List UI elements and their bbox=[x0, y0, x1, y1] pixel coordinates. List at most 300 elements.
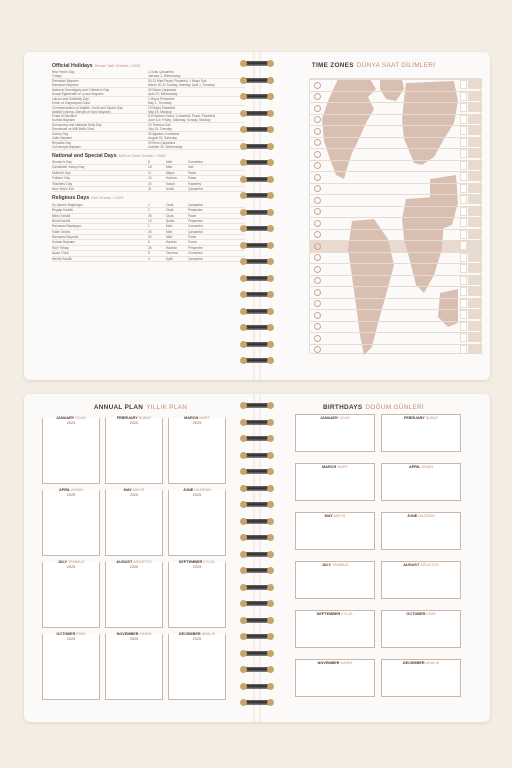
time-zone-cell bbox=[475, 138, 482, 147]
spiral-ring bbox=[240, 110, 274, 117]
holiday-row bbox=[52, 123, 245, 132]
national-days-heading-sub: Milli ve Özel Günler / 2025 bbox=[118, 152, 166, 158]
spiral-binding-top bbox=[240, 60, 274, 374]
birthday-label-october bbox=[381, 612, 461, 616]
ring-cap bbox=[240, 60, 247, 67]
time-zone-marker bbox=[314, 82, 321, 89]
time-zone-cell bbox=[460, 115, 467, 124]
month-year: 2025 bbox=[192, 564, 202, 569]
religious-day-month: Ocak bbox=[166, 208, 174, 213]
time-zone-marker bbox=[314, 277, 321, 284]
holiday-name bbox=[52, 97, 148, 105]
time-zone-line bbox=[310, 114, 482, 115]
birthday-label-july bbox=[295, 563, 375, 567]
religious-day-month: Haziran bbox=[166, 240, 177, 245]
time-zone-cell bbox=[460, 138, 467, 147]
ring-cap bbox=[240, 143, 247, 150]
national-day-name: Çanakkale Victory Day bbox=[52, 165, 85, 170]
time-zone-cell bbox=[475, 195, 482, 204]
time-zone-line bbox=[310, 263, 482, 264]
holiday-name-en: Victory Day bbox=[52, 131, 69, 136]
ring-cap bbox=[240, 324, 247, 331]
holiday-date bbox=[148, 123, 245, 131]
time-zone-marker bbox=[314, 266, 321, 273]
national-day-day: 31 bbox=[148, 186, 152, 191]
month-box-january bbox=[42, 418, 100, 484]
time-zone-cell bbox=[460, 126, 467, 135]
spiral-ring bbox=[240, 617, 274, 624]
ring-cap bbox=[267, 683, 274, 690]
spiral-ring bbox=[240, 419, 274, 426]
birthday-month-name: MARCH bbox=[322, 465, 337, 469]
time-zone-cell bbox=[475, 287, 482, 296]
ring-cap bbox=[240, 551, 247, 558]
religious-day-weekday: Çarşamba bbox=[188, 229, 203, 234]
ring-cap bbox=[267, 584, 274, 591]
month-label-june bbox=[168, 488, 226, 497]
ring-cap bbox=[240, 176, 247, 183]
spiral-ring bbox=[240, 192, 274, 199]
spiral-ring bbox=[240, 551, 274, 558]
ring-cap bbox=[267, 93, 274, 100]
religious-day-name: Hicri Yılbaşı bbox=[52, 245, 69, 250]
religious-day-day: 26 bbox=[148, 213, 152, 218]
religious-day-weekday: Çarşamba bbox=[188, 202, 203, 207]
ring-cap bbox=[267, 633, 274, 640]
time-zone-line bbox=[310, 309, 482, 310]
time-zone-cell bbox=[468, 276, 475, 285]
holiday-name-en: New Year's Day bbox=[52, 70, 75, 75]
birthday-month-name: DECEMBER bbox=[402, 661, 425, 665]
ring-cap bbox=[267, 77, 274, 84]
ring-cap bbox=[240, 402, 247, 409]
ring-cap bbox=[240, 242, 247, 249]
birthday-month-name: NOVEMBER bbox=[317, 661, 340, 665]
month-year: 2025 bbox=[66, 420, 76, 425]
national-day-month: Mart bbox=[166, 165, 173, 170]
ring-cap bbox=[240, 518, 247, 525]
ring-cap bbox=[267, 452, 274, 459]
month-year: 2025 bbox=[192, 492, 202, 497]
national-day-weekday: Pazar bbox=[188, 170, 197, 175]
birthday-label-april bbox=[381, 465, 461, 469]
time-zone-cell bbox=[475, 161, 482, 170]
ring-cap bbox=[267, 534, 274, 541]
ring-cap bbox=[240, 357, 247, 364]
time-zone-cell bbox=[468, 126, 475, 135]
time-zone-line bbox=[310, 125, 482, 126]
ring-cap bbox=[240, 435, 247, 442]
month-name-tr: MAYIS bbox=[132, 488, 145, 492]
national-day-month: Haziran bbox=[166, 176, 177, 181]
national-day-day: 18 bbox=[148, 165, 152, 170]
ring-cap bbox=[267, 126, 274, 133]
religious-day-month: Ocak bbox=[166, 213, 174, 218]
ring-cap bbox=[267, 551, 274, 558]
ring-cap bbox=[267, 176, 274, 183]
national-day-weekday: Salı bbox=[188, 165, 194, 170]
time-zone-marker bbox=[314, 254, 321, 261]
month-label-march bbox=[168, 416, 226, 425]
time-zone-line bbox=[310, 286, 482, 287]
month-year: 2025 bbox=[129, 420, 139, 425]
month-label-february bbox=[105, 416, 163, 425]
time-zone-cell bbox=[475, 126, 482, 135]
religious-day-name: Miraç Kandili bbox=[52, 213, 71, 218]
holiday-name bbox=[52, 79, 148, 87]
time-zones-page bbox=[257, 52, 490, 380]
holidays-page bbox=[24, 52, 257, 380]
time-zone-marker bbox=[314, 220, 321, 227]
birthday-month-name-tr: OCAK bbox=[339, 416, 350, 420]
time-zone-cell bbox=[468, 92, 475, 101]
spiral-ring bbox=[240, 159, 274, 166]
religious-day-month: Eylül bbox=[166, 256, 173, 261]
time-zone-cell bbox=[475, 184, 482, 193]
month-name-tr: AĞUSTOS bbox=[133, 560, 152, 564]
religious-day-name: Ramazan Bayramı bbox=[52, 235, 79, 240]
time-zone-cell bbox=[475, 322, 482, 331]
time-zone-cell bbox=[468, 195, 475, 204]
religious-day-day: 13 bbox=[148, 218, 152, 223]
holiday-row bbox=[52, 70, 245, 79]
time-zone-cell bbox=[475, 115, 482, 124]
holiday-name bbox=[52, 132, 148, 140]
month-name: FEBRUARY bbox=[116, 416, 138, 420]
national-day-name: Mothers' Day bbox=[52, 170, 71, 175]
national-days-heading-text: National and Special Days bbox=[52, 152, 117, 159]
spiral-ring bbox=[240, 60, 274, 67]
time-zone-line bbox=[310, 194, 482, 195]
time-zone-cell bbox=[460, 299, 467, 308]
time-zone-line bbox=[310, 217, 482, 218]
time-zone-cell bbox=[475, 253, 482, 262]
birthday-label-january bbox=[295, 416, 375, 420]
ring-cap bbox=[240, 209, 247, 216]
spiral-ring bbox=[240, 258, 274, 265]
holiday-name-tr: Atatürk'ü Anma, Gençlik ve Spor Bayramı bbox=[52, 109, 111, 114]
birthday-month-name-tr: EKİM bbox=[426, 612, 436, 616]
time-zone-cell bbox=[468, 299, 475, 308]
holiday-date-en: July 15, Tuesday bbox=[148, 127, 172, 132]
month-label-may bbox=[105, 488, 163, 497]
holiday-date-en: May 1, Thursday bbox=[148, 100, 172, 105]
ring-cap bbox=[267, 402, 274, 409]
religious-day-name: Regaip Kandili bbox=[52, 208, 73, 213]
holiday-name-tr: Yılbaşı bbox=[52, 74, 62, 79]
time-zone-cell bbox=[468, 207, 475, 216]
holiday-date-tr: 23 Nisan Çarşamba bbox=[148, 87, 177, 92]
holiday-date-en: May 19, Monday bbox=[148, 109, 172, 114]
ring-cap bbox=[240, 110, 247, 117]
ring-cap bbox=[240, 534, 247, 541]
holiday-row bbox=[52, 106, 245, 115]
birthday-label-december bbox=[381, 661, 461, 665]
ring-cap bbox=[267, 275, 274, 282]
time-zone-line bbox=[310, 332, 482, 333]
time-zone-cell bbox=[468, 241, 475, 250]
holiday-date bbox=[148, 106, 245, 114]
religious-day-name: Berat Kandili bbox=[52, 218, 71, 223]
spiral-ring bbox=[240, 633, 274, 640]
time-zone-cell bbox=[460, 264, 467, 273]
ring-cap bbox=[240, 159, 247, 166]
month-name: APRIL bbox=[58, 488, 71, 492]
spiral-ring bbox=[240, 357, 274, 364]
official-holidays-heading-sub: Resmi Tatil Günleri / 2025 bbox=[94, 63, 141, 68]
birthday-label-june bbox=[381, 514, 461, 518]
spiral-ring bbox=[240, 176, 274, 183]
month-box-november bbox=[105, 634, 163, 700]
holiday-row bbox=[52, 141, 245, 150]
holiday-name bbox=[52, 88, 148, 96]
holiday-name bbox=[52, 141, 148, 149]
birthday-label-march bbox=[295, 465, 375, 469]
month-name-tr: EYLÜL bbox=[203, 560, 216, 564]
ring-cap bbox=[267, 699, 274, 706]
month-label-july bbox=[42, 560, 100, 569]
birthday-label-august bbox=[381, 563, 461, 567]
holiday-date-tr: 1 Ocak Çarşamba bbox=[148, 70, 174, 75]
birthday-month-name: APRIL bbox=[408, 465, 421, 469]
time-zone-marker bbox=[314, 231, 321, 238]
birthday-label-september bbox=[295, 612, 375, 616]
ring-cap bbox=[267, 143, 274, 150]
spiral-ring bbox=[240, 501, 274, 508]
time-zone-cell bbox=[460, 172, 467, 181]
month-label-october bbox=[42, 632, 100, 641]
ring-cap bbox=[267, 209, 274, 216]
ring-cap bbox=[267, 485, 274, 492]
time-zone-cell bbox=[475, 310, 482, 319]
religious-day-weekday: Çarşamba bbox=[188, 256, 203, 261]
ring-cap bbox=[240, 468, 247, 475]
ring-cap bbox=[240, 275, 247, 282]
time-zone-cell bbox=[460, 310, 467, 319]
holiday-name-en: Republic Day bbox=[52, 140, 71, 145]
holiday-row bbox=[52, 132, 245, 141]
time-zone-cell bbox=[475, 299, 482, 308]
religious-day-weekday: Perşembe bbox=[188, 218, 203, 223]
time-zone-marker bbox=[314, 243, 321, 250]
national-day-month: Kasım bbox=[166, 181, 176, 186]
time-zone-line bbox=[310, 148, 482, 149]
month-name-tr: TEMMUZ bbox=[68, 560, 85, 564]
month-box-july bbox=[42, 562, 100, 628]
holiday-date-en: October 29, Wednesday bbox=[148, 144, 183, 149]
holiday-name-en: Democracy and National Unity Day bbox=[52, 123, 102, 128]
spiral-ring bbox=[240, 242, 274, 249]
ring-cap bbox=[267, 357, 274, 364]
ring-cap bbox=[267, 666, 274, 673]
time-zone-line bbox=[310, 160, 482, 161]
month-label-september bbox=[168, 560, 226, 569]
spiral-ring bbox=[240, 402, 274, 409]
ring-cap bbox=[267, 242, 274, 249]
national-day-month: Mayıs bbox=[166, 170, 175, 175]
holiday-name-en: Feast of Sacrifice bbox=[52, 114, 77, 119]
time-zone-cell bbox=[468, 345, 475, 354]
birthdays-title: BIRTHDAYS DOĞUM GÜNLERİ bbox=[323, 404, 424, 411]
birthday-month-name-tr: EYLÜL bbox=[341, 612, 354, 616]
ring-cap bbox=[240, 617, 247, 624]
time-zone-line bbox=[310, 206, 482, 207]
holiday-name bbox=[52, 106, 148, 114]
holiday-name-tr: Ramazan Bayramı bbox=[52, 83, 79, 88]
spiral-ring bbox=[240, 518, 274, 525]
month-name: JUNE bbox=[183, 488, 194, 492]
national-day-weekday: Pazartesi bbox=[188, 181, 202, 186]
religious-day-month: Ocak bbox=[166, 202, 174, 207]
time-zone-marker bbox=[314, 289, 321, 296]
time-zone-cell bbox=[475, 92, 482, 101]
religious-day-month: Mart bbox=[166, 229, 173, 234]
time-zone-cell bbox=[460, 276, 467, 285]
month-box-february bbox=[105, 418, 163, 484]
time-zone-line bbox=[310, 344, 482, 345]
time-zone-cell bbox=[460, 333, 467, 342]
religious-day-day: 1 bbox=[148, 202, 150, 207]
national-day-name: Fathers' Day bbox=[52, 176, 70, 181]
time-zone-line bbox=[310, 137, 482, 138]
month-name: NOVEMBER bbox=[116, 632, 139, 636]
month-label-december bbox=[168, 632, 226, 641]
time-zone-line bbox=[310, 102, 482, 103]
spiral-ring bbox=[240, 209, 274, 216]
time-zone-cell bbox=[460, 80, 467, 89]
national-day-row bbox=[52, 187, 245, 192]
religious-day-day: 2 bbox=[148, 208, 150, 213]
time-zone-cell bbox=[468, 333, 475, 342]
religious-day-weekday: Pazar bbox=[188, 235, 197, 240]
birthday-label-november bbox=[295, 661, 375, 665]
religious-day-name: Mevlid Kandili bbox=[52, 256, 72, 261]
religious-day-weekday: Cuma bbox=[188, 240, 197, 245]
religious-days-heading-sub: Dini Günler / 2025 bbox=[91, 195, 124, 201]
time-zone-cell bbox=[468, 115, 475, 124]
spiral-ring bbox=[240, 600, 274, 607]
ring-cap bbox=[240, 126, 247, 133]
religious-day-month: Şubat bbox=[166, 218, 175, 223]
ring-cap bbox=[267, 225, 274, 232]
birthdays-subtitle: DOĞUM GÜNLERİ bbox=[365, 404, 424, 411]
holiday-name-tr: Zafer Bayramı bbox=[52, 135, 73, 140]
time-zone-line bbox=[310, 321, 482, 322]
time-zone-line bbox=[310, 229, 482, 230]
ring-cap bbox=[240, 452, 247, 459]
month-label-april bbox=[42, 488, 100, 497]
month-box-september bbox=[168, 562, 226, 628]
time-zone-cell bbox=[468, 230, 475, 239]
time-zone-cell bbox=[460, 161, 467, 170]
time-zone-cell bbox=[468, 138, 475, 147]
birthday-month-name-tr: KASIM bbox=[340, 661, 353, 665]
ring-cap bbox=[267, 341, 274, 348]
holiday-name bbox=[52, 123, 148, 131]
holiday-row bbox=[52, 97, 245, 106]
spiral-ring bbox=[240, 77, 274, 84]
birthday-month-name-tr: TEMMUZ bbox=[332, 563, 349, 567]
spiral-ring bbox=[240, 452, 274, 459]
ring-cap bbox=[240, 77, 247, 84]
religious-day-name: Kadir Gecesi bbox=[52, 229, 71, 234]
time-zone-marker bbox=[314, 346, 321, 353]
holiday-name-en: Commemoration of Atatürk, Youth and Sports Day bbox=[52, 105, 123, 110]
time-zone-cell bbox=[468, 172, 475, 181]
holiday-date-tr: 19 Mayıs Pazartesi bbox=[148, 105, 176, 110]
holiday-date bbox=[148, 70, 245, 78]
birthdays-page bbox=[257, 394, 490, 722]
time-zone-cell bbox=[460, 230, 467, 239]
holiday-date-tr: 29 Ekim Çarşamba bbox=[148, 140, 176, 145]
ring-cap bbox=[267, 600, 274, 607]
holiday-date bbox=[148, 114, 245, 122]
time-zone-cell bbox=[460, 149, 467, 158]
spiral-ring bbox=[240, 584, 274, 591]
time-zone-cell bbox=[460, 207, 467, 216]
month-name: MARCH bbox=[184, 416, 199, 420]
month-box-october bbox=[42, 634, 100, 700]
time-zone-cell bbox=[475, 149, 482, 158]
spiral-ring bbox=[240, 485, 274, 492]
religious-day-month: Mart bbox=[166, 235, 173, 240]
national-day-month: Mart bbox=[166, 159, 173, 164]
time-zone-cell bbox=[460, 195, 467, 204]
birthday-label-may bbox=[295, 514, 375, 518]
ring-cap bbox=[240, 258, 247, 265]
time-zone-cell bbox=[460, 184, 467, 193]
month-name: SEPTEMBER bbox=[178, 560, 203, 564]
time-zone-marker bbox=[314, 105, 321, 112]
time-zone-cell bbox=[475, 264, 482, 273]
time-zone-marker bbox=[314, 128, 321, 135]
ring-cap bbox=[267, 308, 274, 315]
birthday-month-name: JULY bbox=[321, 563, 332, 567]
birthday-month-name-tr: AĞUSTOS bbox=[420, 563, 439, 567]
time-zone-cell bbox=[460, 241, 467, 250]
time-zone-cell bbox=[475, 103, 482, 112]
time-zone-cell bbox=[460, 345, 467, 354]
holiday-date-en: March 30-31 Sunday, Monday, April 1, Tuesday bbox=[148, 83, 215, 88]
national-day-weekday: Pazar bbox=[188, 176, 197, 181]
ring-cap bbox=[267, 518, 274, 525]
time-zone-marker bbox=[314, 335, 321, 342]
birthday-month-name-tr: NİSAN bbox=[421, 465, 433, 469]
time-zone-marker bbox=[314, 300, 321, 307]
month-name-tr: HAZİRAN bbox=[194, 488, 211, 492]
holiday-date bbox=[148, 132, 245, 140]
ring-cap bbox=[267, 159, 274, 166]
holiday-date-tr: 15 Temmuz Salı bbox=[148, 123, 171, 128]
time-zone-cell bbox=[460, 92, 467, 101]
time-zone-line bbox=[310, 252, 482, 253]
holiday-date-en: April 23, Wednesday bbox=[148, 91, 178, 96]
ring-cap bbox=[267, 258, 274, 265]
religious-day-month: Temmuz bbox=[166, 251, 179, 256]
spiral-ring bbox=[240, 683, 274, 690]
holiday-name-tr: Cumhuriyet Bayramı bbox=[52, 144, 82, 149]
national-day-name: Women's Day bbox=[52, 159, 72, 164]
time-zone-line bbox=[310, 171, 482, 172]
ring-cap bbox=[267, 650, 274, 657]
ring-cap bbox=[267, 567, 274, 574]
religious-day-day: 26 bbox=[148, 229, 152, 234]
religious-day-name: Ramazan Başlangıcı bbox=[52, 224, 82, 229]
holiday-name bbox=[52, 114, 148, 122]
month-year: 2025 bbox=[66, 492, 76, 497]
ring-cap bbox=[240, 419, 247, 426]
birthday-month-name: JUNE bbox=[407, 514, 418, 518]
